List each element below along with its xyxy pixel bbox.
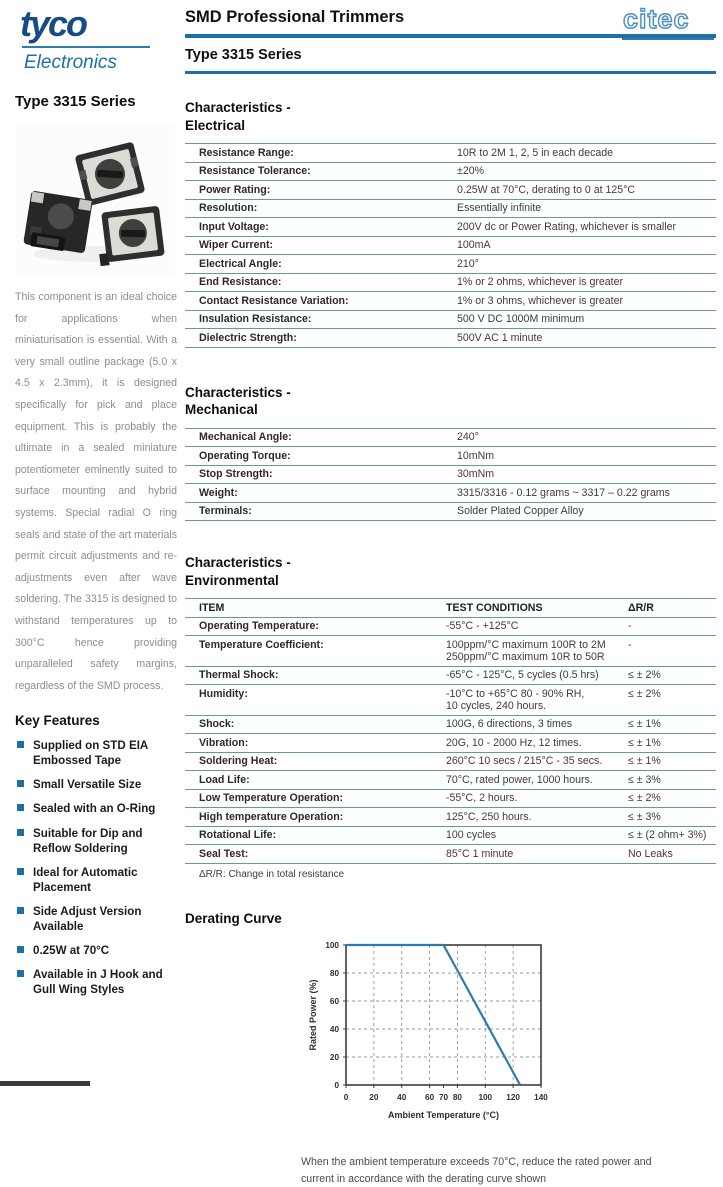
spec-value: Essentially infinite: [457, 199, 716, 218]
table-row: [185, 789, 716, 808]
spec-value: 100mA: [457, 236, 716, 255]
env-drr-value: -: [628, 636, 716, 667]
key-feature-item: [15, 738, 177, 768]
sidebar: [15, 93, 177, 1006]
spec-label: Power Rating:: [185, 181, 457, 200]
tyco-wordmark: tyco: [20, 3, 87, 44]
spec-label: Stop Strength:: [185, 465, 457, 484]
column-header-item: ITEM: [185, 599, 446, 618]
key-feature-label: Suitable for Dip and Reflow Soldering: [33, 826, 143, 855]
env-test-conditions: -10°C to +65°C 80 - 90% RH, 10 cycles, 240 hours.: [446, 685, 628, 716]
env-item: Soldering Heat:: [185, 752, 446, 771]
key-feature-item: [15, 801, 177, 816]
table-row: [185, 666, 716, 685]
spec-label: Electrical Angle:: [185, 255, 457, 274]
env-drr-value: No Leaks: [628, 845, 716, 864]
spec-value: 210°: [457, 255, 716, 274]
bullet-square-icon: [17, 946, 24, 953]
svg-text:80: 80: [452, 1093, 462, 1103]
env-test-conditions: -65°C - 125°C, 5 cycles (0.5 hrs): [446, 666, 628, 685]
table-row: [185, 685, 716, 716]
mechanical-section-heading: Characteristics - Mechanical: [185, 384, 291, 418]
key-feature-label: Sealed with an O-Ring: [33, 802, 156, 816]
derating-chart: [304, 937, 716, 1130]
table-row: [185, 181, 716, 200]
document-title: SMD Professional Trimmers: [185, 8, 405, 26]
env-item: Load Life:: [185, 771, 446, 790]
env-drr-value: ≤ ± 1%: [628, 715, 716, 734]
spec-value: 10mNm: [457, 447, 716, 466]
table-row: [185, 617, 716, 636]
bullet-square-icon: [17, 970, 24, 977]
table-row: [185, 428, 716, 447]
env-test-conditions: 20G, 10 - 2000 Hz, 12 times.: [446, 734, 628, 753]
table-row: [185, 826, 716, 845]
env-drr-value: ≤ ± 3%: [628, 808, 716, 827]
env-item: High temperature Operation:: [185, 808, 446, 827]
environmental-table: [185, 598, 716, 864]
bullet-square-icon: [17, 741, 24, 748]
key-feature-label: Supplied on STD EIA Embossed Tape: [33, 739, 148, 768]
bullet-square-icon: [17, 829, 24, 836]
spec-label: Resistance Range:: [185, 144, 457, 163]
mechanical-table: [185, 428, 716, 522]
subtitle-rule: [185, 71, 716, 74]
table-row: [185, 447, 716, 466]
svg-text:0: 0: [334, 1081, 339, 1091]
tyco-logo-rule: [22, 46, 150, 48]
svg-text:60: 60: [425, 1093, 435, 1103]
key-feature-item: [15, 904, 177, 934]
env-drr-value: ≤ ± 2%: [628, 685, 716, 716]
spec-label: Weight:: [185, 484, 457, 503]
spec-value: 1% or 2 ohms, whichever is greater: [457, 273, 716, 292]
key-feature-label: 0.25W at 70°C: [33, 943, 110, 957]
environmental-section-heading: Characteristics - Environmental: [185, 555, 291, 588]
env-drr-value: ≤ ± 2%: [628, 666, 716, 685]
env-item: Shock:: [185, 715, 446, 734]
main-column: [185, 8, 716, 1187]
svg-text:140: 140: [534, 1093, 548, 1103]
table-row: [185, 144, 716, 163]
spec-value: 200V dc or Power Rating, whichever is smaller: [457, 218, 716, 237]
column-header-drr: ΔR/R: [628, 599, 716, 618]
table-row: [185, 465, 716, 484]
table-row: [185, 484, 716, 503]
page-corner-mark: [0, 1081, 90, 1086]
spec-value: 500V AC 1 minute: [457, 329, 716, 348]
table-row: [185, 273, 716, 292]
electrical-table: [185, 143, 716, 348]
env-test-conditions: 260°C 10 secs / 215°C - 35 secs.: [446, 752, 628, 771]
svg-text:60: 60: [329, 997, 339, 1007]
spec-value: 3315/3316 - 0.12 grams ~ 3317 – 0.22 grams: [457, 484, 716, 503]
spec-value: 1% or 3 ohms, whichever is greater: [457, 292, 716, 311]
tyco-electronics-label: Electronics: [24, 52, 117, 73]
svg-text:20: 20: [329, 1053, 339, 1063]
bullet-square-icon: [17, 780, 24, 787]
bullet-square-icon: [17, 907, 24, 914]
spec-value: ±20%: [457, 162, 716, 181]
env-item: Operating Temperature:: [185, 617, 446, 636]
title-rule: [185, 34, 716, 38]
env-test-conditions: 100G, 6 directions, 3 times: [446, 715, 628, 734]
spec-label: Dielectric Strength:: [185, 329, 457, 348]
spec-label: Resolution:: [185, 199, 457, 218]
env-test-conditions: -55°C - +125°C: [446, 617, 628, 636]
table-row: [185, 310, 716, 329]
env-item: Thermal Shock:: [185, 666, 446, 685]
key-features-list: [15, 738, 177, 997]
document-subtitle: Type 3315 Series: [185, 47, 302, 63]
spec-label: End Resistance:: [185, 273, 457, 292]
svg-text:120: 120: [506, 1093, 520, 1103]
y-axis-label: Rated Power (%): [308, 979, 318, 1051]
table-row: [185, 236, 716, 255]
key-feature-item: [15, 777, 177, 792]
table-row: [185, 845, 716, 864]
spec-label: Mechanical Angle:: [185, 428, 457, 447]
env-drr-value: -: [628, 617, 716, 636]
key-feature-label: Small Versatile Size: [33, 778, 142, 792]
env-test-conditions: 125°C, 250 hours.: [446, 808, 628, 827]
spec-value: 500 V DC 1000M minimum: [457, 310, 716, 329]
spec-label: Resistance Tolerance:: [185, 162, 457, 181]
env-test-conditions: 85°C 1 minute: [446, 845, 628, 864]
spec-value: Solder Plated Copper Alloy: [457, 502, 716, 521]
spec-value: 10R to 2M 1, 2, 5 in each decade: [457, 144, 716, 163]
env-item: Rotational Life:: [185, 826, 446, 845]
tyco-logo: [20, 3, 170, 74]
env-item: Low Temperature Operation:: [185, 789, 446, 808]
env-drr-value: ≤ ± 3%: [628, 771, 716, 790]
spec-label: Operating Torque:: [185, 447, 457, 466]
table-row: [185, 808, 716, 827]
drr-footnote: ΔR/R: Change in total resistance: [199, 868, 345, 880]
environmental-header-row: [185, 599, 716, 618]
spec-label: Contact Resistance Variation:: [185, 292, 457, 311]
spec-label: Input Voltage:: [185, 218, 457, 237]
svg-text:40: 40: [329, 1025, 339, 1035]
spec-value: 0.25W at 70°C, derating to 0 at 125°C: [457, 181, 716, 200]
key-features-heading: Key Features: [15, 713, 100, 729]
spec-value: 30mNm: [457, 465, 716, 484]
svg-text:0: 0: [343, 1093, 349, 1103]
product-description: This component is an ideal choice for applications when miniaturisation is essential. With a very small outline package (5.0 x 4.5 x 2.3mm), it is designed specifically for pick and place equipment. This is probably the ultimate in a sealed miniature potentiometer eminently suited to surface mounting and hybrid systems. Special radial O ring seals and state of the art materials permit circuit adjustments and re-adjustments even after wave soldering. The 3315 is designed to withstand temperatures up to 300°C hence providing unparalleled safety margins, regardless of the SMD process.: [15, 291, 177, 692]
svg-text:20: 20: [369, 1093, 379, 1103]
table-row: [185, 218, 716, 237]
trimmer-photo-graphic: [15, 122, 175, 274]
env-test-conditions: 70°C, rated power, 1000 hours.: [446, 771, 628, 790]
bullet-square-icon: [17, 868, 24, 875]
table-row: [185, 199, 716, 218]
table-row: [185, 771, 716, 790]
svg-text:70: 70: [438, 1093, 449, 1103]
key-feature-item: [15, 826, 177, 856]
key-feature-label: Ideal for Automatic Placement: [33, 865, 138, 894]
env-item: Vibration:: [185, 734, 446, 753]
table-row: [185, 502, 716, 521]
table-row: [185, 162, 716, 181]
env-item: Humidity:: [185, 685, 446, 716]
key-feature-label: Available in J Hook and Gull Wing Styles: [33, 967, 163, 997]
derating-caption: When the ambient temperature exceeds 70°C, reduce the rated power and current in accordance with the derating curve shown: [301, 1156, 652, 1185]
svg-text:100: 100: [325, 941, 339, 951]
env-drr-value: ≤ ± 2%: [628, 789, 716, 808]
column-header-test-conditions: TEST CONDITIONS: [446, 599, 628, 618]
env-test-conditions: 100 cycles: [446, 826, 628, 845]
table-row: [185, 636, 716, 667]
sidebar-series-heading: Type 3315 Series: [15, 93, 136, 110]
svg-text:80: 80: [329, 969, 339, 979]
table-row: [185, 329, 716, 348]
product-photo: [15, 122, 175, 274]
spec-label: Insulation Resistance:: [185, 310, 457, 329]
table-row: [185, 752, 716, 771]
env-item: Seal Test:: [185, 845, 446, 864]
env-drr-value: ≤ ± (2 ohm+ 3%): [628, 826, 716, 845]
env-drr-value: ≤ ± 1%: [628, 752, 716, 771]
derating-chart-graphic: [304, 937, 576, 1125]
spec-label: Terminals:: [185, 502, 457, 521]
x-axis-label: Ambient Temperature (°C): [388, 1110, 499, 1121]
table-row: [185, 715, 716, 734]
table-row: [185, 734, 716, 753]
key-feature-item: [15, 943, 177, 958]
table-row: [185, 292, 716, 311]
env-item: Temperature Coefficient:: [185, 636, 446, 667]
key-feature-label: Side Adjust Version Available: [33, 904, 142, 933]
svg-text:citec: citec: [623, 4, 690, 34]
bullet-square-icon: [17, 804, 24, 811]
env-drr-value: ≤ ± 1%: [628, 734, 716, 753]
table-row: [185, 255, 716, 274]
derating-line-series: [346, 945, 520, 1085]
svg-text:40: 40: [397, 1093, 407, 1103]
env-test-conditions: 100ppm/°C maximum 100R to 2M 250ppm/°C maximum 10R to 50R: [446, 636, 628, 667]
key-feature-item: [15, 967, 177, 997]
electrical-section-heading: Characteristics - Electrical: [185, 100, 291, 133]
spec-value: 240°: [457, 428, 716, 447]
svg-text:100: 100: [478, 1093, 493, 1103]
derating-heading: Derating Curve: [185, 910, 282, 926]
spec-label: Wiper Current:: [185, 236, 457, 255]
env-test-conditions: -55°C, 2 hours.: [446, 789, 628, 808]
key-feature-item: [15, 865, 177, 895]
